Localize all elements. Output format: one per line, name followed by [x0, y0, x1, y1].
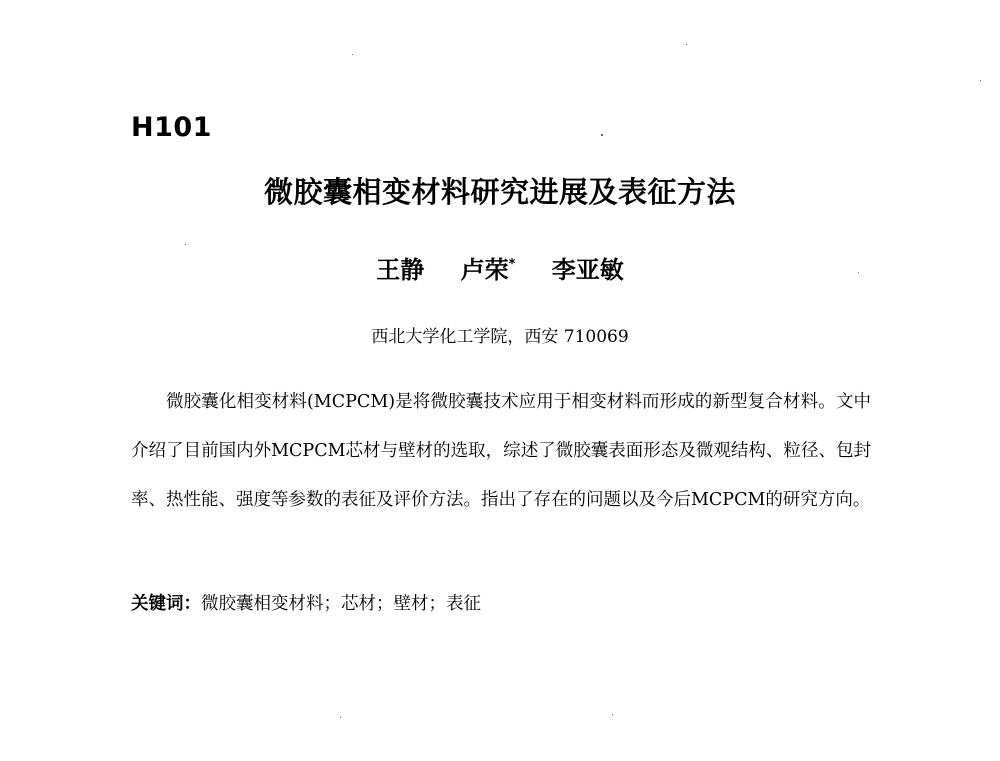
paper-title: 微胶囊相变材料研究进展及表征方法	[263, 175, 736, 209]
scan-speck	[686, 44, 687, 45]
keywords-label: 关键词：	[131, 594, 201, 614]
scan-speck	[612, 714, 613, 715]
scan-speck	[185, 244, 186, 245]
author-2	[461, 250, 516, 285]
abstract-text: 微胶囊化相变材料(MCPCM)是将微胶囊技术应用于相变材料而形成的新型复合材料。文中介绍了目前国内外MCPCM芯材与壁材的选取，综述了微胶囊表面形态及微观结构、粒径、包封率、热性能、强度等参数的表征及评价方法。指出了存在的问题以及今后MCPCM的研究方向。	[131, 392, 871, 510]
keywords-line	[131, 590, 481, 615]
classification-code: H101	[131, 112, 212, 143]
scan-speck	[352, 54, 353, 55]
affiliation: 西北大学化工学院，西安 710069	[371, 327, 629, 347]
scan-speck	[980, 80, 981, 81]
author-1-name: 王静	[376, 256, 425, 284]
author-3	[552, 250, 624, 285]
scan-speck	[601, 134, 603, 136]
author-1	[376, 250, 424, 285]
keywords-items: 微胶囊相变材料；芯材；壁材；表征	[201, 594, 481, 614]
scan-speck	[858, 272, 859, 273]
author-list	[0, 250, 1000, 285]
author-2-name: 卢荣	[460, 256, 509, 284]
scan-speck	[340, 717, 341, 718]
author-3-name: 李亚敏	[551, 256, 624, 284]
author-2-mark: *	[508, 257, 516, 272]
